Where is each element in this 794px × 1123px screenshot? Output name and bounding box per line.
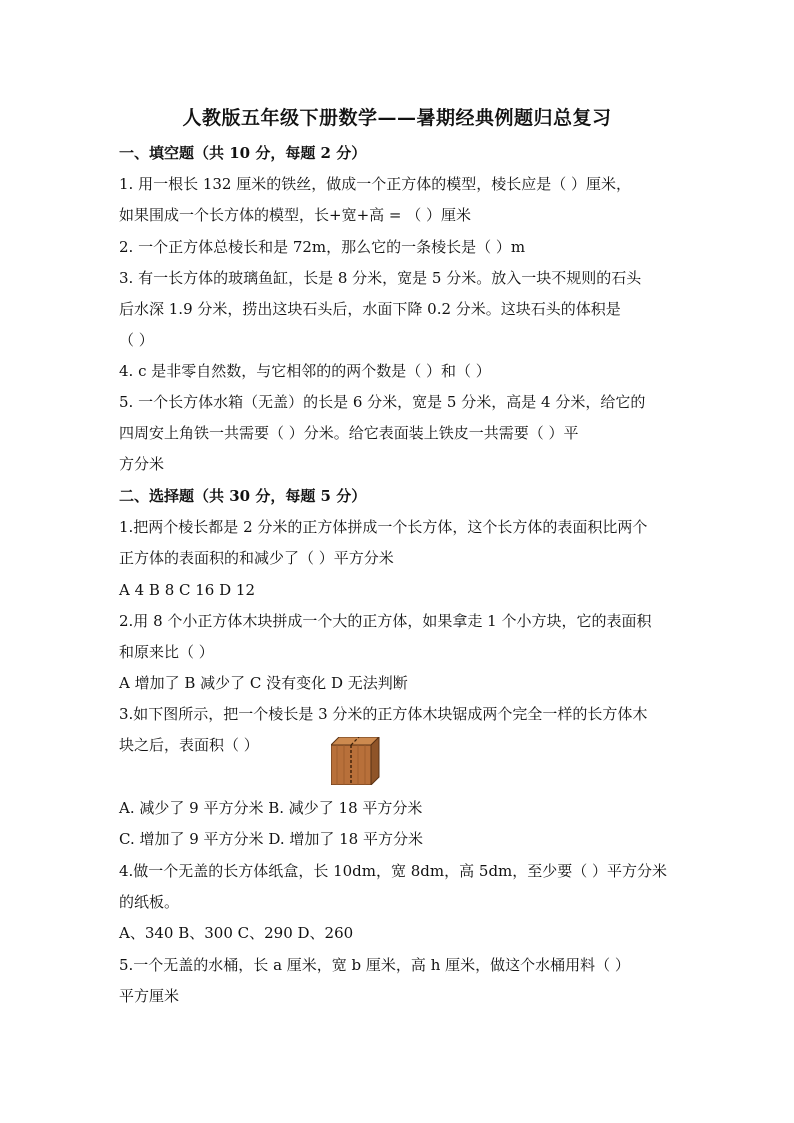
question-line: 的纸板。 [119, 893, 180, 911]
choice-options: A、340 B、300 C、290 D、260 [119, 924, 354, 942]
cube-side-face [371, 737, 379, 785]
question-line: 1. 用一根长 132 厘米的铁丝，做成一个正方体的模型，棱长应是（ ）厘米， [119, 175, 632, 193]
choice-options: A. 减少了 9 平方分米 B. 减少了 18 平方分米 [119, 799, 423, 817]
question-line: 3.如下图所示，把一个棱长是 3 分米的正方体木块锯成两个完全一样的长方体木 [119, 705, 648, 723]
question-line: 和原来比（ ） [119, 643, 214, 661]
choice-options: A 4 B 8 C 16 D 12 [119, 581, 255, 599]
wooden-cube-icon [331, 737, 381, 785]
choice-options: C. 增加了 9 平方分米 D. 增加了 18 平方分米 [119, 830, 423, 848]
question-line: 如果围成一个长方体的模型，长+宽+高 = （ ）厘米 [119, 206, 472, 224]
question-line: 后水深 1.9 分米，捞出这块石头后，水面下降 0.2 分米。这块石头的体积是 [119, 300, 621, 318]
question-line: 块之后，表面积（ ） [119, 736, 259, 754]
choice-options: A 增加了 B 减少了 C 没有变化 D 无法判断 [119, 674, 408, 692]
section-heading-fill-blank: 一、填空题（共 10 分，每题 2 分） [119, 144, 367, 162]
question-line: （ ） [119, 331, 154, 349]
question-line: 方分米 [119, 455, 165, 473]
question-line: 4. c 是非零自然数，与它相邻的的两个数是（ ）和（ ） [119, 362, 491, 380]
question-line: 3. 有一长方体的玻璃鱼缸，长是 8 分米，宽是 5 分米。放入一块不规则的石头 [119, 269, 642, 287]
question-line: 1.把两个棱长都是 2 分米的正方体拼成一个长方体，这个长方体的表面积比两个 [119, 518, 648, 536]
question-line: 2.用 8 个小正方体木块拼成一个大的正方体，如果拿走 1 个小方块，它的表面积 [119, 612, 652, 630]
question-line: 5.一个无盖的水桶，长 a 厘米，宽 b 厘米，高 h 厘米，做这个水桶用料（ ） [119, 956, 630, 974]
page-title: 人教版五年级下册数学——暑期经典例题归总复习 [182, 107, 612, 129]
question-line: 5. 一个长方体水箱（无盖）的长是 6 分米，宽是 5 分米，高是 4 分米，给它的 [119, 393, 646, 411]
question-line: 正方体的表面积的和减少了（ ）平方分米 [119, 549, 394, 567]
question-line: 平方厘米 [119, 987, 180, 1005]
question-line: 4.做一个无盖的长方体纸盒，长 10dm，宽 8dm，高 5dm，至少要（ ）平方分米 [119, 862, 668, 880]
section-heading-multiple-choice: 二、选择题（共 30 分，每题 5 分） [119, 487, 367, 505]
question-line: 2. 一个正方体总棱长和是 72m，那么它的一条棱长是（ ）m [119, 238, 526, 256]
question-line: 四周安上角铁一共需要（ ）分米。给它表面装上铁皮一共需要（ ）平 [119, 424, 579, 442]
